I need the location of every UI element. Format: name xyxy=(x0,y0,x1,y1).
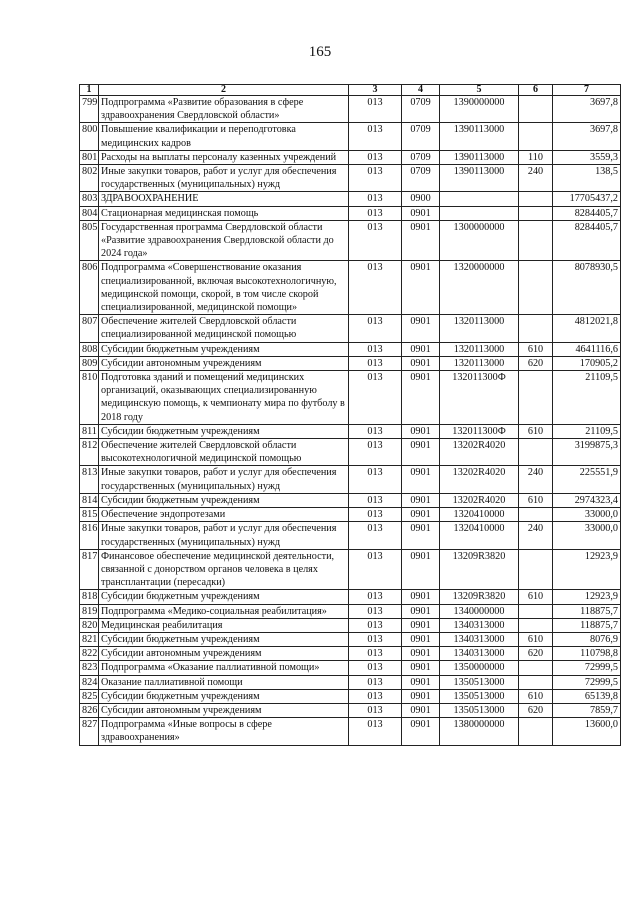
row-expense-type xyxy=(519,618,553,632)
row-name: Обеспечение жителей Свердловской области высокотехнологичной медицинской помощью xyxy=(99,439,349,466)
row-number: 824 xyxy=(80,675,99,689)
row-expense-type: 240 xyxy=(519,522,553,549)
row-name: Субсидии автономным учреждениям xyxy=(99,356,349,370)
row-target-article xyxy=(440,192,519,206)
row-department-code: 013 xyxy=(349,675,402,689)
row-department-code: 013 xyxy=(349,150,402,164)
row-department-code: 013 xyxy=(349,522,402,549)
row-expense-type: 240 xyxy=(519,466,553,493)
row-number: 805 xyxy=(80,220,99,261)
table-row xyxy=(80,371,621,425)
row-department-code: 013 xyxy=(349,618,402,632)
row-amount: 8284405,7 xyxy=(553,206,621,220)
row-amount: 33000,0 xyxy=(553,508,621,522)
row-department-code: 013 xyxy=(349,632,402,646)
row-target-article: 1390113000 xyxy=(440,150,519,164)
row-amount: 118875,7 xyxy=(553,604,621,618)
row-number: 807 xyxy=(80,315,99,342)
row-number: 827 xyxy=(80,718,99,745)
row-expense-type: 620 xyxy=(519,703,553,717)
row-department-code: 013 xyxy=(349,206,402,220)
row-amount: 65139,8 xyxy=(553,689,621,703)
row-target-article: 132011300Ф xyxy=(440,424,519,438)
row-target-article: 13209R3820 xyxy=(440,549,519,590)
row-amount: 225551,9 xyxy=(553,466,621,493)
header-row xyxy=(80,85,621,96)
row-number: 802 xyxy=(80,165,99,192)
table-row xyxy=(80,549,621,590)
row-section-code: 0901 xyxy=(402,590,440,604)
row-department-code: 013 xyxy=(349,424,402,438)
row-number: 814 xyxy=(80,493,99,507)
row-number: 811 xyxy=(80,424,99,438)
row-amount: 138,5 xyxy=(553,165,621,192)
table-row xyxy=(80,647,621,661)
row-expense-type: 610 xyxy=(519,632,553,646)
row-number: 803 xyxy=(80,192,99,206)
row-target-article: 1350000000 xyxy=(440,661,519,675)
row-department-code: 013 xyxy=(349,689,402,703)
row-target-article: 1340313000 xyxy=(440,618,519,632)
table-row xyxy=(80,604,621,618)
row-number: 823 xyxy=(80,661,99,675)
row-amount: 72999,5 xyxy=(553,675,621,689)
row-department-code: 013 xyxy=(349,439,402,466)
row-section-code: 0901 xyxy=(402,342,440,356)
row-amount: 17705437,2 xyxy=(553,192,621,206)
row-section-code: 0901 xyxy=(402,424,440,438)
column-header: 6 xyxy=(519,85,553,96)
row-number: 816 xyxy=(80,522,99,549)
column-header: 5 xyxy=(440,85,519,96)
table-row xyxy=(80,123,621,150)
row-target-article: 1320410000 xyxy=(440,522,519,549)
row-expense-type xyxy=(519,206,553,220)
row-department-code: 013 xyxy=(349,549,402,590)
row-name: Обеспечение жителей Свердловской области специализированной медицинской помощью xyxy=(99,315,349,342)
row-amount: 8078930,5 xyxy=(553,261,621,315)
row-number: 808 xyxy=(80,342,99,356)
row-name: Подпрограмма «Медико-социальная реабилитация» xyxy=(99,604,349,618)
row-amount: 110798,8 xyxy=(553,647,621,661)
table-row xyxy=(80,493,621,507)
row-name: Иные закупки товаров, работ и услуг для обеспечения государственных (муниципальных) нужд xyxy=(99,466,349,493)
row-section-code: 0901 xyxy=(402,466,440,493)
row-target-article: 1340000000 xyxy=(440,604,519,618)
row-amount: 13600,0 xyxy=(553,718,621,745)
row-section-code: 0901 xyxy=(402,618,440,632)
row-name: Финансовое обеспечение медицинской деятельности, связанной с донорством органов человека в целях трансплантации (пересадки) xyxy=(99,549,349,590)
row-amount: 3697,8 xyxy=(553,123,621,150)
row-target-article: 1390113000 xyxy=(440,123,519,150)
row-department-code: 013 xyxy=(349,493,402,507)
row-name: Медицинская реабилитация xyxy=(99,618,349,632)
row-target-article: 1320113000 xyxy=(440,356,519,370)
row-name: Иные закупки товаров, работ и услуг для обеспечения государственных (муниципальных) нужд xyxy=(99,522,349,549)
row-amount: 4641116,6 xyxy=(553,342,621,356)
row-expense-type xyxy=(519,549,553,590)
row-expense-type xyxy=(519,220,553,261)
row-expense-type xyxy=(519,604,553,618)
table-row xyxy=(80,508,621,522)
row-section-code: 0901 xyxy=(402,661,440,675)
row-section-code: 0901 xyxy=(402,718,440,745)
row-section-code: 0901 xyxy=(402,206,440,220)
row-name: ЗДРАВООХРАНЕНИЕ xyxy=(99,192,349,206)
row-number: 817 xyxy=(80,549,99,590)
row-expense-type: 240 xyxy=(519,165,553,192)
row-section-code: 0709 xyxy=(402,96,440,123)
row-number: 825 xyxy=(80,689,99,703)
row-target-article: 1320410000 xyxy=(440,508,519,522)
row-department-code: 013 xyxy=(349,220,402,261)
row-department-code: 013 xyxy=(349,371,402,425)
table-row xyxy=(80,220,621,261)
row-expense-type xyxy=(519,96,553,123)
row-expense-type: 620 xyxy=(519,356,553,370)
row-amount: 21109,5 xyxy=(553,424,621,438)
row-name: Расходы на выплаты персоналу казенных учреждений xyxy=(99,150,349,164)
row-expense-type xyxy=(519,371,553,425)
row-target-article: 1340313000 xyxy=(440,632,519,646)
table-row xyxy=(80,689,621,703)
row-amount: 118875,7 xyxy=(553,618,621,632)
table-row xyxy=(80,675,621,689)
row-number: 804 xyxy=(80,206,99,220)
row-amount: 12923,9 xyxy=(553,590,621,604)
row-name: Субсидии бюджетным учреждениям xyxy=(99,342,349,356)
row-department-code: 013 xyxy=(349,718,402,745)
row-target-article: 1320113000 xyxy=(440,342,519,356)
row-target-article: 1340313000 xyxy=(440,647,519,661)
row-section-code: 0901 xyxy=(402,315,440,342)
row-target-article xyxy=(440,206,519,220)
row-amount: 72999,5 xyxy=(553,661,621,675)
row-name: Субсидии автономным учреждениям xyxy=(99,647,349,661)
row-target-article: 13202R4020 xyxy=(440,493,519,507)
row-number: 799 xyxy=(80,96,99,123)
row-expense-type: 610 xyxy=(519,342,553,356)
row-department-code: 013 xyxy=(349,604,402,618)
row-expense-type: 610 xyxy=(519,493,553,507)
row-amount: 170905,2 xyxy=(553,356,621,370)
row-amount: 21109,5 xyxy=(553,371,621,425)
row-department-code: 013 xyxy=(349,356,402,370)
table-row xyxy=(80,703,621,717)
table-row xyxy=(80,261,621,315)
row-department-code: 013 xyxy=(349,261,402,315)
row-section-code: 0901 xyxy=(402,689,440,703)
row-name: Субсидии бюджетным учреждениям xyxy=(99,632,349,646)
row-department-code: 013 xyxy=(349,123,402,150)
row-number: 819 xyxy=(80,604,99,618)
row-target-article: 1320113000 xyxy=(440,315,519,342)
row-name: Субсидии бюджетным учреждениям xyxy=(99,689,349,703)
row-expense-type xyxy=(519,675,553,689)
row-section-code: 0901 xyxy=(402,220,440,261)
row-department-code: 013 xyxy=(349,508,402,522)
row-name: Субсидии бюджетным учреждениям xyxy=(99,493,349,507)
row-expense-type xyxy=(519,123,553,150)
row-number: 820 xyxy=(80,618,99,632)
row-amount: 33000,0 xyxy=(553,522,621,549)
table-row xyxy=(80,632,621,646)
row-number: 818 xyxy=(80,590,99,604)
table-row xyxy=(80,718,621,745)
row-section-code: 0901 xyxy=(402,261,440,315)
row-name: Государственная программа Свердловской области «Развитие здравоохранения Свердловской области до 2024 года» xyxy=(99,220,349,261)
table-row xyxy=(80,315,621,342)
row-number: 821 xyxy=(80,632,99,646)
row-name: Оказание паллиативной помощи xyxy=(99,675,349,689)
table-row xyxy=(80,466,621,493)
row-section-code: 0709 xyxy=(402,150,440,164)
row-section-code: 0900 xyxy=(402,192,440,206)
budget-table xyxy=(79,84,621,746)
row-expense-type: 610 xyxy=(519,424,553,438)
row-section-code: 0901 xyxy=(402,508,440,522)
table-row xyxy=(80,150,621,164)
row-expense-type xyxy=(519,508,553,522)
row-section-code: 0901 xyxy=(402,632,440,646)
row-name: Обеспечение эндопротезами xyxy=(99,508,349,522)
table-row xyxy=(80,206,621,220)
column-header: 2 xyxy=(99,85,349,96)
row-expense-type: 110 xyxy=(519,150,553,164)
row-name: Подпрограмма «Развитие образования в сфере здравоохранения Свердловской области» xyxy=(99,96,349,123)
table-row xyxy=(80,424,621,438)
row-number: 809 xyxy=(80,356,99,370)
row-expense-type xyxy=(519,261,553,315)
table-row xyxy=(80,356,621,370)
row-amount: 8284405,7 xyxy=(553,220,621,261)
column-header: 4 xyxy=(402,85,440,96)
row-target-article: 1300000000 xyxy=(440,220,519,261)
row-section-code: 0901 xyxy=(402,604,440,618)
row-expense-type xyxy=(519,439,553,466)
row-number: 800 xyxy=(80,123,99,150)
row-expense-type: 610 xyxy=(519,590,553,604)
row-amount: 2974323,4 xyxy=(553,493,621,507)
row-section-code: 0901 xyxy=(402,675,440,689)
table-row xyxy=(80,96,621,123)
row-target-article: 1390000000 xyxy=(440,96,519,123)
row-department-code: 013 xyxy=(349,342,402,356)
table-row xyxy=(80,661,621,675)
table-row xyxy=(80,192,621,206)
row-amount: 7859,7 xyxy=(553,703,621,717)
row-name: Подпрограмма «Оказание паллиативной помощи» xyxy=(99,661,349,675)
row-name: Иные закупки товаров, работ и услуг для обеспечения государственных (муниципальных) нужд xyxy=(99,165,349,192)
row-expense-type xyxy=(519,661,553,675)
row-number: 806 xyxy=(80,261,99,315)
row-number: 801 xyxy=(80,150,99,164)
row-department-code: 013 xyxy=(349,315,402,342)
row-target-article: 13202R4020 xyxy=(440,466,519,493)
row-expense-type xyxy=(519,192,553,206)
row-name: Повышение квалификации и переподготовка медицинских кадров xyxy=(99,123,349,150)
row-department-code: 013 xyxy=(349,165,402,192)
row-section-code: 0709 xyxy=(402,123,440,150)
column-header: 3 xyxy=(349,85,402,96)
row-target-article: 13209R3820 xyxy=(440,590,519,604)
row-department-code: 013 xyxy=(349,466,402,493)
row-section-code: 0901 xyxy=(402,371,440,425)
row-target-article: 1350513000 xyxy=(440,675,519,689)
row-section-code: 0901 xyxy=(402,647,440,661)
row-target-article: 1380000000 xyxy=(440,718,519,745)
table-row xyxy=(80,590,621,604)
table-row xyxy=(80,439,621,466)
page-number: 165 xyxy=(308,44,332,60)
row-section-code: 0901 xyxy=(402,493,440,507)
row-section-code: 0901 xyxy=(402,549,440,590)
row-number: 812 xyxy=(80,439,99,466)
row-expense-type: 610 xyxy=(519,689,553,703)
row-department-code: 013 xyxy=(349,661,402,675)
row-number: 826 xyxy=(80,703,99,717)
row-number: 815 xyxy=(80,508,99,522)
table-row xyxy=(80,618,621,632)
row-amount: 4812021,8 xyxy=(553,315,621,342)
row-name: Подпрограмма «Иные вопросы в сфере здравоохранения» xyxy=(99,718,349,745)
table-row xyxy=(80,165,621,192)
row-name: Стационарная медицинская помощь xyxy=(99,206,349,220)
row-department-code: 013 xyxy=(349,590,402,604)
row-name: Подпрограмма «Совершенствование оказания специализированной, включая высокотехнологичную, медицинской помощи, скорой, в том числе скорой специализированной, медицинской помощи» xyxy=(99,261,349,315)
table-row xyxy=(80,342,621,356)
row-number: 822 xyxy=(80,647,99,661)
table-row xyxy=(80,522,621,549)
column-header: 7 xyxy=(553,85,621,96)
row-target-article: 1350513000 xyxy=(440,703,519,717)
row-amount: 3697,8 xyxy=(553,96,621,123)
row-department-code: 013 xyxy=(349,703,402,717)
row-expense-type xyxy=(519,315,553,342)
row-expense-type: 620 xyxy=(519,647,553,661)
row-amount: 12923,9 xyxy=(553,549,621,590)
row-section-code: 0709 xyxy=(402,165,440,192)
row-name: Субсидии автономным учреждениям xyxy=(99,703,349,717)
row-amount: 8076,9 xyxy=(553,632,621,646)
row-target-article: 1320000000 xyxy=(440,261,519,315)
row-name: Субсидии бюджетным учреждениям xyxy=(99,590,349,604)
row-number: 810 xyxy=(80,371,99,425)
row-section-code: 0901 xyxy=(402,356,440,370)
row-number: 813 xyxy=(80,466,99,493)
row-department-code: 013 xyxy=(349,192,402,206)
row-name: Субсидии бюджетным учреждениям xyxy=(99,424,349,438)
row-section-code: 0901 xyxy=(402,703,440,717)
column-header: 1 xyxy=(80,85,99,96)
row-target-article: 13202R4020 xyxy=(440,439,519,466)
row-target-article: 1350513000 xyxy=(440,689,519,703)
row-expense-type xyxy=(519,718,553,745)
row-department-code: 013 xyxy=(349,96,402,123)
row-target-article: 1390113000 xyxy=(440,165,519,192)
row-section-code: 0901 xyxy=(402,439,440,466)
row-amount: 3559,3 xyxy=(553,150,621,164)
row-amount: 3199875,3 xyxy=(553,439,621,466)
row-name: Подготовка зданий и помещений медицинских организаций, оказывающих специализированную медицинскую помощь, к чемпионату мира по футболу в 2018 году xyxy=(99,371,349,425)
row-target-article: 132011300Ф xyxy=(440,371,519,425)
row-section-code: 0901 xyxy=(402,522,440,549)
row-department-code: 013 xyxy=(349,647,402,661)
